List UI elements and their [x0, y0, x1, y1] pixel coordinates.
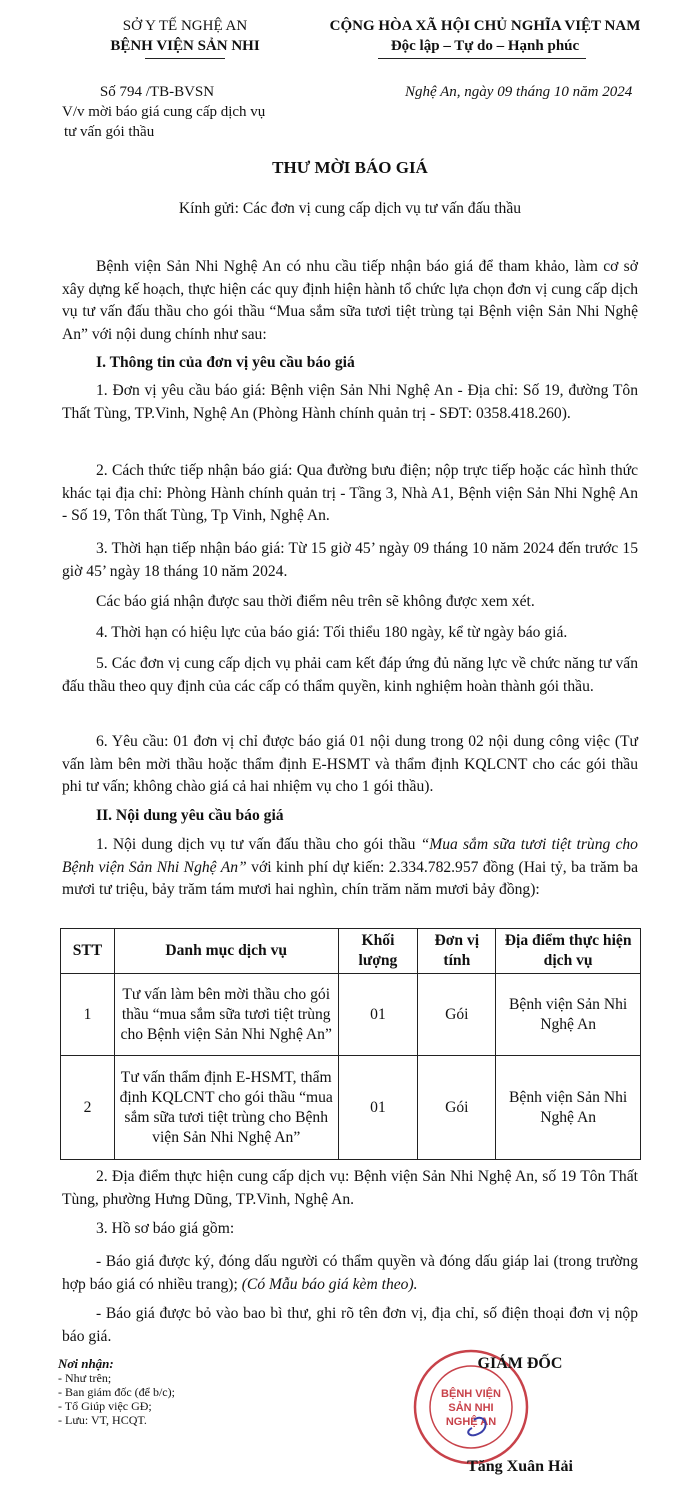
section-1-item-1: 1. Đơn vị yêu cầu báo giá: Bệnh viện Sản Nhi Nghệ An - Địa chỉ: Số 19, đường Tôn Thất Tùng, TP.Vinh, Nghệ An (Phòng Hành chính quản trị - SĐT: 0358.418.260). [62, 382, 638, 422]
header-left-underline [145, 58, 225, 59]
signer-name: Tăng Xuân Hải [467, 1458, 573, 1475]
recipients-block [58, 1357, 298, 1427]
table-row [61, 1056, 641, 1160]
table-row [61, 974, 641, 1056]
section-2-item-3b: - Báo giá được bỏ vào bao bì thư, ghi rõ tên đơn vị, địa chỉ, số điện thoại đơn vị nộp báo giá. [62, 1305, 638, 1345]
section-1-heading: I. Thông tin của đơn vị yêu cầu báo giá [96, 354, 355, 371]
cell-service: Tư vấn làm bên mời thầu cho gói thầu “mua sắm sữa tươi tiệt trùng cho Bệnh viện Sản Nhi Nghệ An” [114, 974, 338, 1056]
motto: Độc lập – Tự do – Hạnh phúc [390, 38, 580, 54]
col-header-unit: Đơn vị tính [418, 929, 496, 974]
page-title: THƯ MỜI BÁO GIÁ [272, 158, 428, 177]
section-1-item-4: 4. Thời hạn có hiệu lực của báo giá: Tối thiểu 180 ngày, kể từ ngày báo giá. [96, 624, 568, 641]
doc-number: Số 794 /TB-BVSN [99, 84, 215, 100]
recipient-line: Kính gửi: Các đơn vị cung cấp dịch vụ tư vấn đấu thầu [178, 200, 522, 217]
cell-unit: Gói [418, 974, 496, 1056]
seal-line-2: SẢN NHI [448, 1402, 494, 1414]
section-2-heading: II. Nội dung yêu cầu báo giá [96, 807, 284, 824]
section-2-item-3a-note: (Có Mẫu báo giá kèm theo). [241, 1275, 418, 1293]
recipient-item: - Tổ Giúp việc GĐ; [58, 1399, 152, 1413]
recipient-item: - Ban giám đốc (để b/c); [58, 1385, 175, 1399]
package-name: “Mua sắm sữa tươi tiệt trùng cho Bệnh viện Sản Nhi Nghệ An” [62, 836, 638, 876]
cell-stt: 2 [61, 1056, 115, 1160]
cell-location: Bệnh viện Sản Nhi Nghệ An [496, 1056, 641, 1160]
section-2-item-2: 2. Địa điểm thực hiện cung cấp dịch vụ: Bệnh viện Sản Nhi Nghệ An, số 19 Tôn Thất Tùng, phường Hưng Dũng, TP.Vinh, Nghệ An. [62, 1168, 638, 1208]
section-2-item-3: 3. Hồ sơ báo giá gồm: [96, 1220, 235, 1237]
date-line: Nghệ An, ngày 09 tháng 10 năm 2024 [405, 84, 633, 100]
cell-unit: Gói [418, 1056, 496, 1160]
section-2-item-3a [62, 1251, 638, 1296]
doc-subject-line-1: V/v mời báo giá cung cấp dịch vụ [62, 104, 266, 120]
service-table [60, 928, 641, 1160]
signer-position: GIÁM ĐỐC [477, 1355, 563, 1372]
intro-paragraph: Bệnh viện Sản Nhi Nghệ An có nhu cầu tiếp nhận báo giá để tham khảo, làm cơ sở xây dựng kế hoạch, thực hiện các quy định hiện hành tổ chức lựa chọn đơn vị cung cấp dịch vụ tư vấn đấu thầu cho gói thầu “Mua sắm sữa tươi tiệt trùng tại Bệnh viện Sản Nhi Nghệ An” với nội dung chính như sau: [62, 258, 638, 343]
header-left [70, 16, 300, 56]
col-header-service: Danh mục dịch vụ [114, 929, 338, 974]
recipient-item: - Lưu: VT, HCQT. [58, 1413, 147, 1427]
cell-location: Bệnh viện Sản Nhi Nghệ An [496, 974, 641, 1056]
seal-line-3: NGHỆ AN [445, 1416, 497, 1428]
seal-line-1: BỆNH VIỆN [441, 1388, 501, 1400]
section-2-item-1-suffix: với kinh phí dự kiến: 2.334.782.957 đồng (Hai tỷ, ba trăm ba mươi tư triệu, bảy trăm tám mươi hai nghìn, chín trăm năm mươi bảy đồng): [62, 858, 638, 898]
section-1-item-3: 3. Thời hạn tiếp nhận báo giá: Từ 15 giờ 45’ ngày 09 tháng 10 năm 2024 đến trước 15 giờ 45’ ngày 18 tháng 10 năm 2024. [62, 540, 638, 580]
recipients-label: Nơi nhận: [58, 1356, 114, 1371]
recipient-item: - Như trên; [58, 1371, 112, 1385]
cell-quantity: 01 [338, 974, 418, 1056]
nation-name: CỘNG HÒA XÃ HỘI CHỦ NGHĨA VIỆT NAM [329, 18, 641, 34]
col-header-quantity: Khối lượng [338, 929, 418, 974]
agency-name: SỞ Y TẾ NGHỆ AN [122, 18, 248, 34]
section-2-item-1 [62, 834, 638, 902]
motto-underline [378, 58, 586, 59]
doc-meta [62, 82, 342, 142]
col-header-stt: STT [61, 929, 115, 974]
cell-service: Tư vấn thẩm định E-HSMT, thẩm định KQLCNT cho gói thầu “mua sắm sữa tươi tiệt trùng cho Bệnh viện Sản Nhi Nghệ An” [114, 1056, 338, 1160]
section-1-item-5: 5. Các đơn vị cung cấp dịch vụ phải cam kết đáp ứng đủ năng lực về chức năng tư vấn đấu thầu theo quy định của các cấp có thẩm quyền, kinh nghiệm hoàn thành gói thầu. [62, 655, 638, 695]
cell-stt: 1 [61, 974, 115, 1056]
table-header-row [61, 929, 641, 974]
section-1-item-3-note: Các báo giá nhận được sau thời điểm nêu trên sẽ không được xem xét. [96, 593, 535, 610]
header-right [300, 16, 670, 56]
section-1-item-2: 2. Cách thức tiếp nhận báo giá: Qua đường bưu điện; nộp trực tiếp hoặc các hình thức khác tại địa chỉ: Phòng Hành chính quản trị - Tầng 3, Nhà A1, Bệnh viện Sản Nhi Nghệ An - Số 19, Tôn thất Tùng, Tp Vinh, Nghệ An. [62, 462, 638, 524]
hospital-name: BỆNH VIỆN SẢN NHI [110, 38, 260, 54]
section-1-item-6: 6. Yêu cầu: 01 đơn vị chỉ được báo giá 01 nội dung trong 02 nội dung công việc (Tư vấn làm bên mời thầu hoặc thẩm định E-HSMT và thẩm định KQLCNT cho các gói thầu phi tư vấn; không chào giá cả hai nhiệm vụ cho 1 gói thầu). [62, 733, 638, 795]
col-header-location: Địa điểm thực hiện dịch vụ [496, 929, 641, 974]
doc-subject-line-2: tư vấn gói thầu [64, 124, 155, 140]
section-2-item-3a-text: - Báo giá được ký, đóng dấu người có thẩm quyền và đóng dấu giáp lai (trong trường hợp báo giá có nhiều trang); [62, 1253, 638, 1293]
section-2-item-1-prefix: 1. Nội dung dịch vụ tư vấn đấu thầu cho gói thầu [96, 836, 421, 853]
cell-quantity: 01 [338, 1056, 418, 1160]
